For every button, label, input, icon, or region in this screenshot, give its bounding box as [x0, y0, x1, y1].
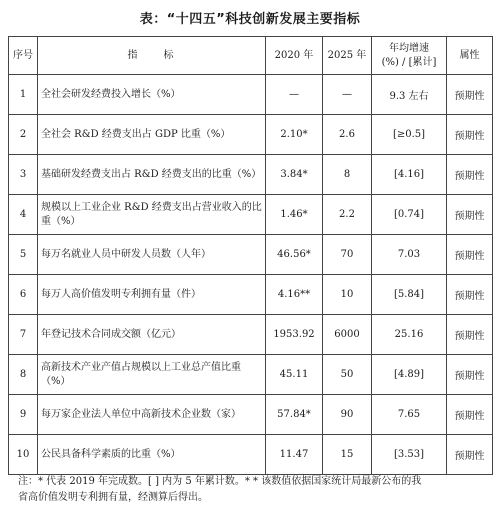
table-row [9, 435, 493, 475]
footnote-line-1: 注：* 代表 2019 年完成数。[ ] 内为 5 年累计数。* * 该数值依据国家统计局最新公布的我 [18, 476, 422, 487]
table-row [9, 115, 493, 155]
cell-growth: [3.53] [372, 435, 447, 475]
cell-attr: 预期性 [447, 235, 493, 275]
cell-indicator: 每万人高价值发明专利拥有量（件） [38, 275, 266, 315]
cell-attr: 预期性 [447, 115, 493, 155]
cell-attr: 预期性 [447, 75, 493, 115]
cell-attr: 预期性 [447, 315, 493, 355]
cell-no: 6 [9, 275, 38, 315]
cell-2025: 50 [323, 355, 372, 395]
cell-growth: 9.3 左右 [372, 75, 447, 115]
cell-attr: 预期性 [447, 195, 493, 235]
cell-2020: — [266, 75, 323, 115]
table-footnote [18, 474, 488, 506]
cell-indicator: 每万家企业法人单位中高新技术企业数（家） [38, 395, 266, 435]
table-row [9, 235, 493, 275]
cell-2025: 8 [323, 155, 372, 195]
cell-2025: 70 [323, 235, 372, 275]
table-row [9, 155, 493, 195]
cell-no: 10 [9, 435, 38, 475]
cell-growth: [4.16] [372, 155, 447, 195]
cell-growth: [5.84] [372, 275, 447, 315]
header-no: 序号 [9, 37, 38, 75]
cell-no: 7 [9, 315, 38, 355]
cell-2020: 2.10* [266, 115, 323, 155]
cell-attr: 预期性 [447, 435, 493, 475]
cell-2020: 57.84* [266, 395, 323, 435]
cell-growth: 7.65 [372, 395, 447, 435]
cell-no: 8 [9, 355, 38, 395]
table-row [9, 355, 493, 395]
cell-growth: [4.89] [372, 355, 447, 395]
cell-2025: 90 [323, 395, 372, 435]
cell-no: 5 [9, 235, 38, 275]
cell-growth: 25.16 [372, 315, 447, 355]
header-indicator: 指 标 [38, 37, 266, 75]
cell-growth: [≥0.5] [372, 115, 447, 155]
header-growth [372, 37, 447, 75]
cell-indicator: 高新技术产业产值占规模以上工业总产值比重（%） [38, 355, 266, 395]
cell-2020: 45.11 [266, 355, 323, 395]
indicators-table [8, 36, 493, 475]
cell-2020: 1953.92 [266, 315, 323, 355]
header-growth-line1: 年均增速 [389, 42, 429, 54]
cell-2020: 3.84* [266, 155, 323, 195]
header-growth-line2: (%) / [累计] [381, 56, 437, 68]
cell-indicator: 规模以上工业企业 R&D 经费支出占营业收入的比重（%） [38, 195, 266, 235]
cell-2025: 2.2 [323, 195, 372, 235]
table-row [9, 195, 493, 235]
header-2020: 2020 年 [266, 37, 323, 75]
cell-2020: 1.46* [266, 195, 323, 235]
cell-growth: 7.03 [372, 235, 447, 275]
cell-indicator: 每万名就业人员中研发人员数（人年） [38, 235, 266, 275]
cell-no: 4 [9, 195, 38, 235]
cell-indicator: 全社会 R&D 经费支出占 GDP 比重（%） [38, 115, 266, 155]
cell-attr: 预期性 [447, 395, 493, 435]
cell-attr: 预期性 [447, 155, 493, 195]
cell-indicator: 全社会研发经费投入增长（%） [38, 75, 266, 115]
table-title: 表：“十四五”科技创新发展主要指标 [139, 12, 361, 27]
cell-indicator: 基础研发经费支出占 R&D 经费支出的比重（%） [38, 155, 266, 195]
cell-no: 9 [9, 395, 38, 435]
header-2025: 2025 年 [323, 37, 372, 75]
table-row [9, 75, 493, 115]
table-row [9, 395, 493, 435]
table-row [9, 275, 493, 315]
table-header [9, 37, 493, 75]
cell-growth: [0.74] [372, 195, 447, 235]
cell-2020: 4.16** [266, 275, 323, 315]
cell-2025: — [323, 75, 372, 115]
cell-attr: 预期性 [447, 275, 493, 315]
cell-2025: 6000 [323, 315, 372, 355]
footnote-line-2: 省高价值发明专利拥有量，经测算后得出。 [18, 492, 208, 503]
table-row [9, 315, 493, 355]
cell-2020: 11.47 [266, 435, 323, 475]
cell-indicator: 年登记技术合同成交额（亿元） [38, 315, 266, 355]
cell-2025: 15 [323, 435, 372, 475]
cell-attr: 预期性 [447, 355, 493, 395]
cell-2025: 2.6 [323, 115, 372, 155]
cell-no: 3 [9, 155, 38, 195]
cell-2020: 46.56* [266, 235, 323, 275]
cell-2025: 10 [323, 275, 372, 315]
cell-no: 1 [9, 75, 38, 115]
cell-indicator: 公民具备科学素质的比重（%） [38, 435, 266, 475]
cell-no: 2 [9, 115, 38, 155]
header-attr: 属性 [447, 37, 493, 75]
